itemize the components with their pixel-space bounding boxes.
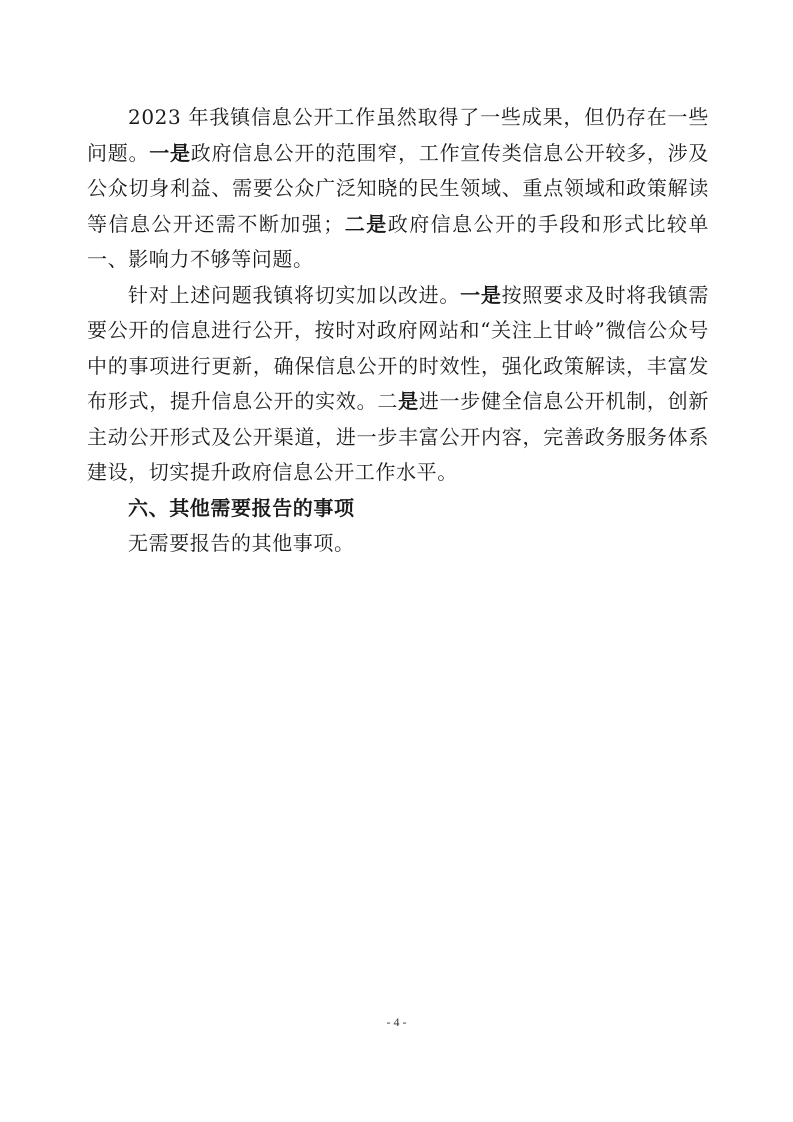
section-body: 无需要报告的其他事项。 bbox=[128, 531, 355, 555]
paragraph-improvements bbox=[87, 278, 709, 491]
improvements-second: 进一步健全信息公开机制，创新主动公开形式及公开渠道，进一步丰富公开内容，完善政务服务体系建设，切实提升政府信息公开工作水平。 bbox=[87, 389, 709, 484]
emphasis-first: 一是 bbox=[149, 140, 191, 165]
problems-first: 政府信息公开的范围窄，工作宣传类信息公开较多，涉及公众切身利益、需要公众广泛知晓的民生领域、重点领域和政策解读等信息公开还需不断加强； bbox=[87, 140, 709, 236]
improvements-first: 按照要求及时将我镇需要公开的信息进行公开，按时对政府网站和“关注上甘岭”微信公众号中的事项进行更新，确保信息公开的时效性，强化政策解读，丰富发布形式，提升信息公开的实效。二 bbox=[87, 282, 710, 413]
page-content bbox=[87, 100, 709, 562]
emphasis-second: 是 bbox=[398, 389, 419, 413]
improvements-intro: 针对上述问题我镇将切实加以改进。 bbox=[128, 282, 461, 307]
problems-intro: 2023 年我镇信息公开工作虽然取得了一些成果，但仍存在一些问题。 bbox=[87, 105, 709, 165]
page-number: - 4 - bbox=[386, 1015, 407, 1029]
problems-second: 政府信息公开的手段和形式比较单一、影响力不够等问题。 bbox=[87, 211, 710, 271]
section-heading: 六、其他需要报告的事项 bbox=[128, 495, 355, 520]
emphasis-first: 一是 bbox=[460, 282, 502, 307]
paragraph-problems bbox=[87, 100, 709, 278]
emphasis-second: 二是 bbox=[343, 211, 388, 236]
